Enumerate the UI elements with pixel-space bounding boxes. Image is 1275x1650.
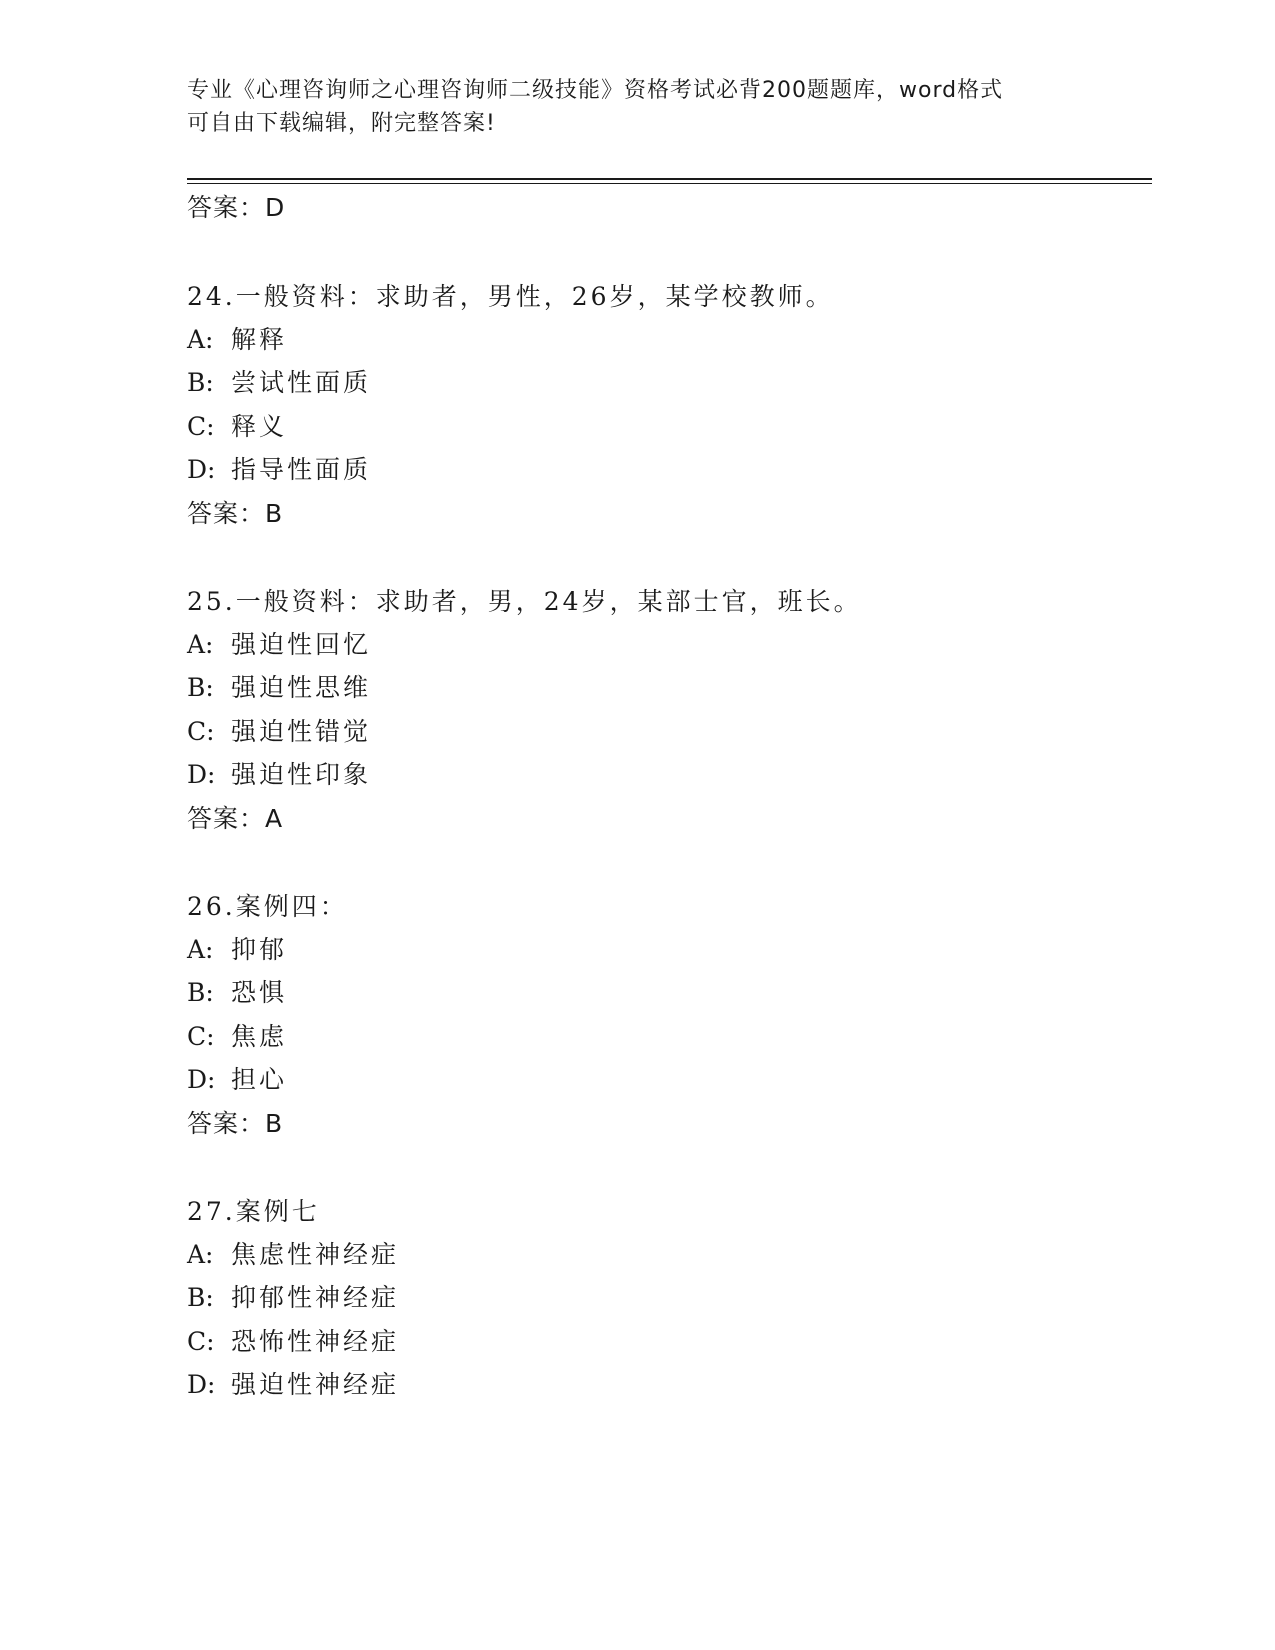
option-b xyxy=(187,671,371,705)
answer-24: 答案：B xyxy=(187,499,284,528)
option-text: 释义 xyxy=(231,412,288,441)
option-letter: C: xyxy=(187,1327,215,1356)
header-line-2: 可自由下载编辑，附完整答案! xyxy=(187,111,496,136)
option-text: 恐惧 xyxy=(231,978,288,1007)
option-text: 担心 xyxy=(231,1065,288,1094)
option-text: 强迫性错觉 xyxy=(231,717,372,746)
option-c xyxy=(187,1020,287,1054)
option-a xyxy=(187,628,371,662)
option-letter: D: xyxy=(187,760,216,789)
option-text: 焦虑 xyxy=(231,1022,288,1051)
option-letter: A: xyxy=(187,935,214,964)
option-letter: D: xyxy=(187,1370,216,1399)
option-b xyxy=(187,976,287,1010)
option-d xyxy=(187,1063,287,1097)
option-text: 强迫性回忆 xyxy=(231,630,372,659)
answer-26: 答案：B xyxy=(187,1109,284,1138)
header-divider-thin xyxy=(187,183,1152,184)
option-b xyxy=(187,1281,399,1315)
option-text: 尝试性面质 xyxy=(231,368,372,397)
option-letter: A: xyxy=(187,1240,214,1269)
question-stem-24: 24.一般资料：求助者，男性，26岁，某学校教师。 xyxy=(187,282,834,311)
option-text: 解释 xyxy=(231,325,288,354)
option-b xyxy=(187,366,371,400)
option-letter: B: xyxy=(187,978,214,1007)
option-a xyxy=(187,1238,399,1272)
option-text: 强迫性印象 xyxy=(231,760,372,789)
question-stem-26: 26.案例四： xyxy=(187,892,348,921)
option-d xyxy=(187,1368,399,1402)
option-text: 恐怖性神经症 xyxy=(231,1327,400,1356)
header-divider-thick xyxy=(187,178,1152,180)
answer-25: 答案：A xyxy=(187,804,284,833)
question-stem-25: 25.一般资料：求助者，男，24岁，某部士官，班长。 xyxy=(187,587,862,616)
option-letter: A: xyxy=(187,630,214,659)
option-text: 强迫性思维 xyxy=(231,673,372,702)
option-a xyxy=(187,933,287,967)
option-d xyxy=(187,758,371,792)
option-d xyxy=(187,453,371,487)
option-c xyxy=(187,1325,399,1359)
question-stem-27: 27.案例七 xyxy=(187,1197,320,1226)
option-text: 强迫性神经症 xyxy=(231,1370,400,1399)
option-c xyxy=(187,715,371,749)
option-letter: D: xyxy=(187,1065,216,1094)
document-header xyxy=(187,74,1087,140)
option-letter: A: xyxy=(187,325,214,354)
option-letter: B: xyxy=(187,673,214,702)
option-text: 指导性面质 xyxy=(231,455,372,484)
option-a xyxy=(187,323,287,357)
previous-answer: 答案：D xyxy=(187,193,286,222)
option-letter: B: xyxy=(187,1283,214,1312)
option-letter: D: xyxy=(187,455,216,484)
option-text: 抑郁性神经症 xyxy=(231,1283,400,1312)
option-letter: C: xyxy=(187,412,215,441)
option-letter: C: xyxy=(187,1022,215,1051)
option-c xyxy=(187,410,287,444)
option-text: 焦虑性神经症 xyxy=(231,1240,400,1269)
option-text: 抑郁 xyxy=(231,935,288,964)
header-line-1: 专业《心理咨询师之心理咨询师二级技能》资格考试必背200题题库，word格式 xyxy=(187,78,1004,103)
option-letter: C: xyxy=(187,717,215,746)
option-letter: B: xyxy=(187,368,214,397)
